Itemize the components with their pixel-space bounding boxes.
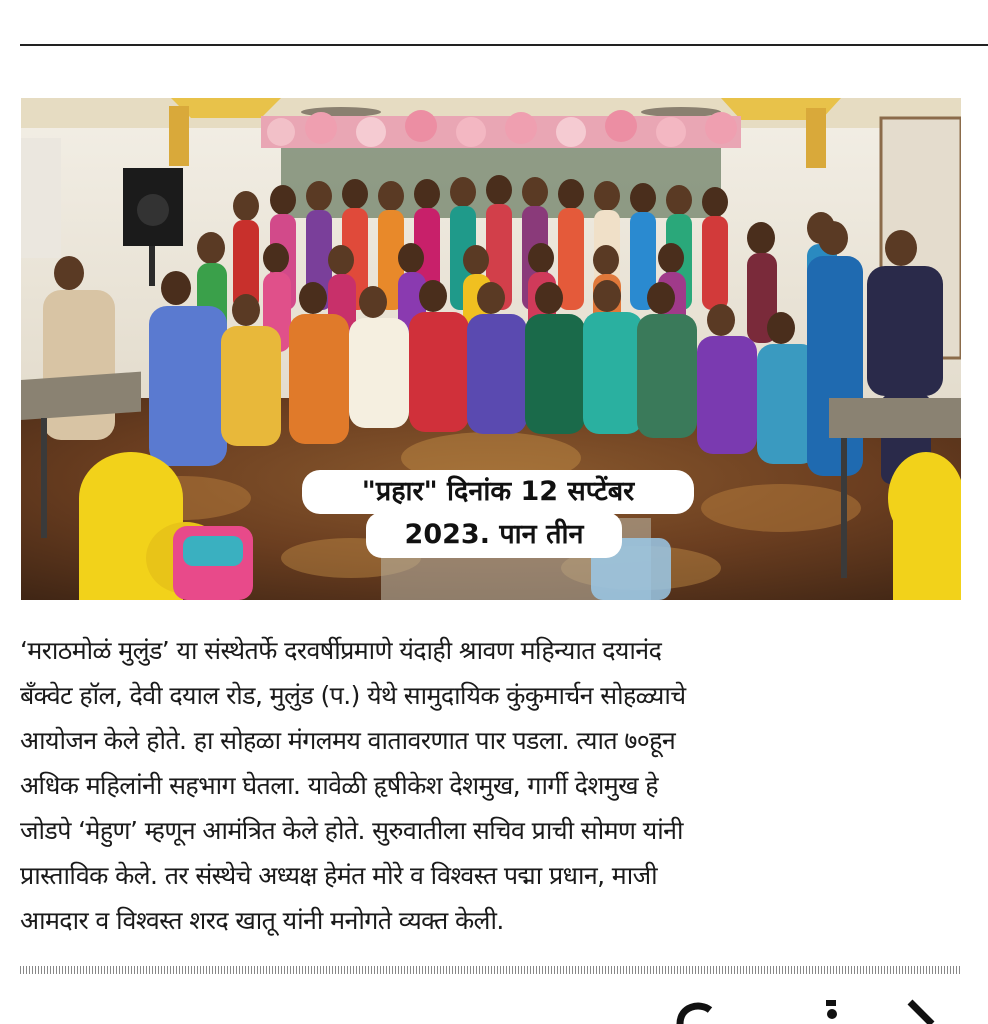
article-line: जोडपे ‘मेहुण’ म्हणून आमंत्रित केले होते. सुरुवातीला सचिव प्राची सोमण यांनी bbox=[20, 816, 683, 845]
section-divider bbox=[20, 44, 988, 46]
next-headline-fragment bbox=[640, 992, 940, 1024]
dotted-divider bbox=[20, 966, 960, 974]
previous-article-fragment bbox=[0, 0, 988, 12]
article-line: ‘मराठमोळं मुलुंड’ या संस्थेतर्फे दरवर्षीप्रमाणे यंदाही श्रावण महिन्यात दयानंद bbox=[20, 636, 662, 665]
caption-line-1: "प्रहार" दिनांक 12 सप्टेंबर bbox=[302, 470, 694, 514]
article-line: आयोजन केले होते. हा सोहळा मंगलमय वातावरणात पार पडला. त्यात ७०हून bbox=[20, 726, 676, 755]
article-body bbox=[20, 628, 980, 943]
article-line: बँक्वेट हॉल, देवी दयाल रोड, मुलुंड (प.) येथे सामुदायिक कुंकुमार्चन सोहळ्याचे bbox=[20, 681, 686, 710]
article-line: आमदार व विश्वस्त शरद खातू यांनी मनोगते व्यक्त केली. bbox=[20, 906, 504, 935]
caption-line-2: 2023. पान तीन bbox=[366, 512, 622, 558]
article-line: प्रास्ताविक केले. तर संस्थेचे अध्यक्ष हेमंत मोरे व विश्वस्त पद्मा प्रधान, माजी bbox=[20, 861, 658, 890]
article-line: अधिक महिलांनी सहभाग घेतला. यावेळी हृषीकेश देशमुख, गार्गी देशमुख हे bbox=[20, 771, 658, 800]
